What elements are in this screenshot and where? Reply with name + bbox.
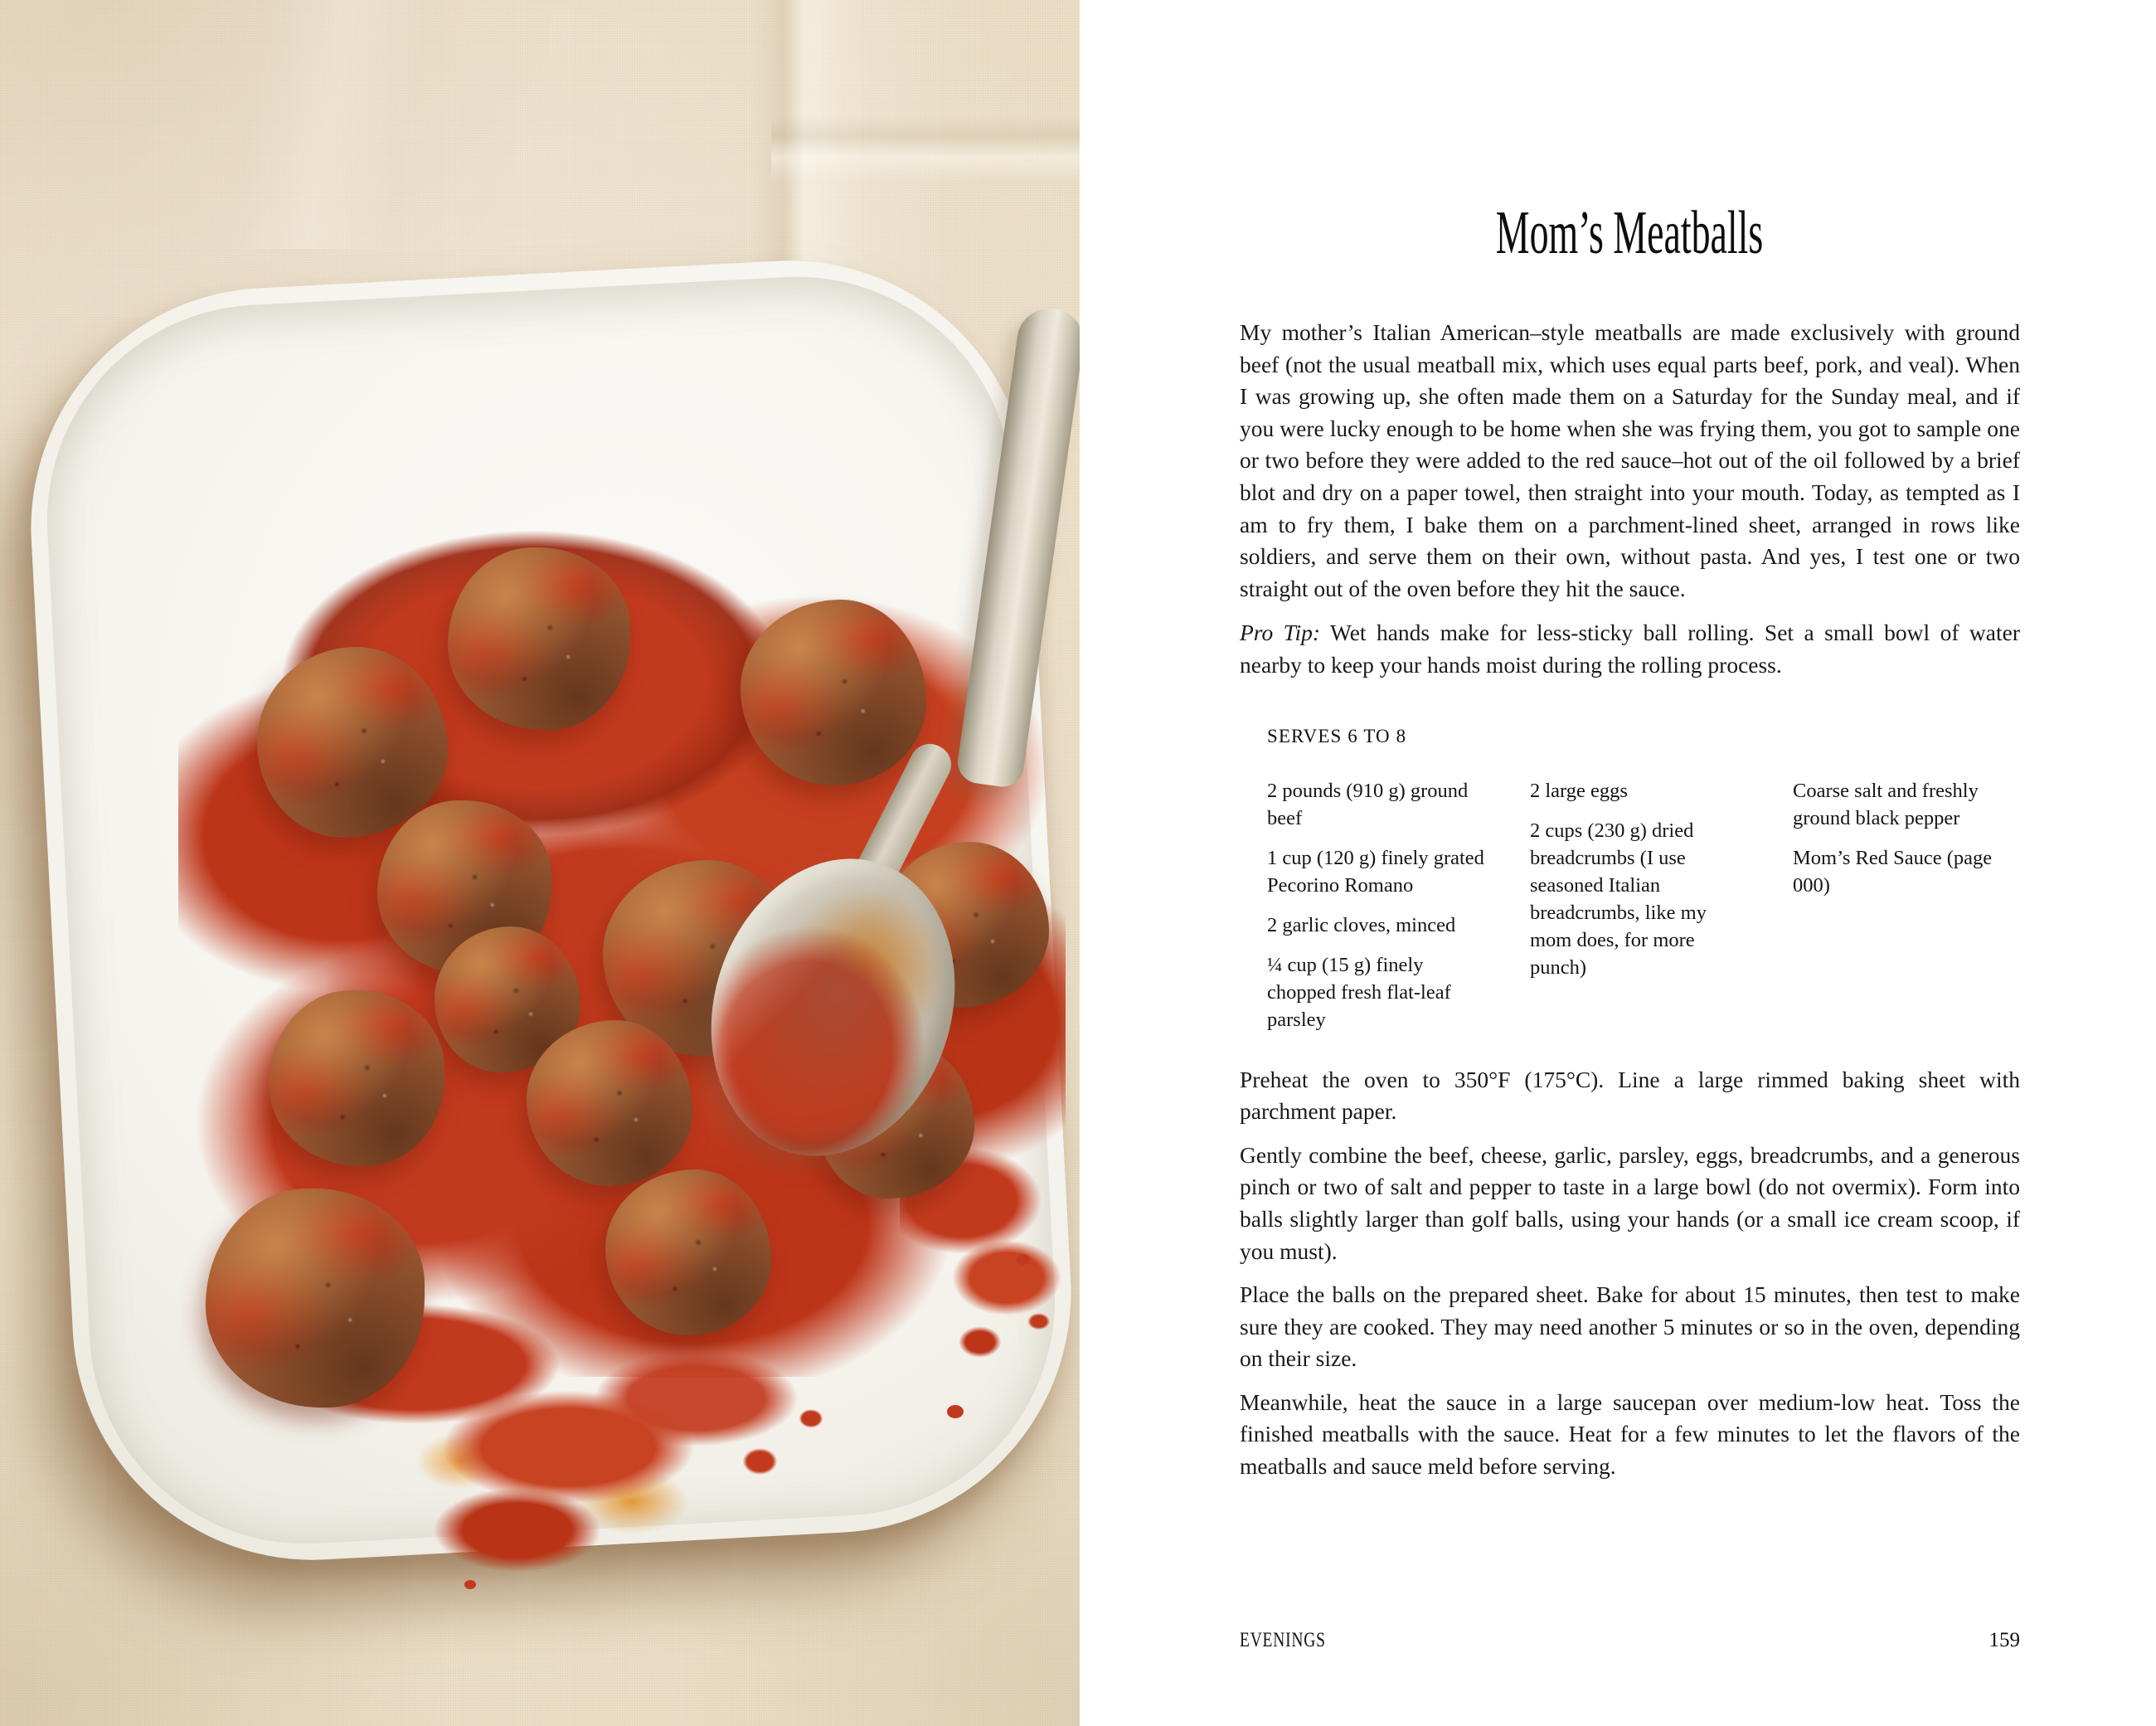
- recipe-title: [1240, 199, 2020, 267]
- ingredients-column-2: [1530, 777, 1754, 1046]
- tablecloth-crease-horizontal: [771, 116, 1080, 182]
- meatball: [269, 990, 444, 1166]
- meatball: [257, 647, 448, 838]
- ingredient: 2 large eggs: [1530, 779, 1628, 802]
- sauce-droplet: [947, 1405, 964, 1418]
- ingredients-list: [1267, 777, 2020, 1046]
- recipe-page: [1080, 0, 2156, 1726]
- instruction-step: Preheat the oven to 350°F (175°C). Line a large rimmed baking sheet with parchment paper.: [1240, 1066, 2020, 1125]
- meatball: [206, 1189, 425, 1408]
- ingredient: ¼ cup (15 g) finely chopped fresh flat-leaf parsley: [1267, 953, 1451, 1031]
- instruction-step: Gently combine the beef, cheese, garlic, parsley, eggs, breadcrumbs, and a generous pinch or two of salt and pepper to taste in a large bowl (do not overmix). Form into balls slightly larger than golf balls, using your hands (or a small ice cream scoop, if you must).: [1240, 1141, 2020, 1264]
- meatball: [605, 1169, 771, 1335]
- recipe-intro: My mother’s Italian American–style meatballs are made exclusively with ground beef (not the usual meatball mix, which uses equal parts beef, pork, and veal). When I was growing up, she often made them on a Saturday for the Sunday meal, and if you were lucky enough to be home when she was frying them, you got to sample one or two before they were added to the red sauce–hot out of the oil followed by a brief blot and dry on a paper towel, then straight into your mouth. Today, as tempted as I am to fry them, I bake them on a parchment-lined sheet, arranged in rows like soldiers, and serve them on their own, without pasta. And yes, I test one or two straight out of the oven before they hit the sauce.: [1240, 319, 2020, 601]
- pro-tip-label: Pro Tip:: [1240, 620, 1320, 646]
- ingredients-column-3: [1793, 777, 2017, 1046]
- ingredient: Mom’s Red Sauce (page 000): [1793, 846, 1993, 897]
- serves-line: SERVES 6 TO 8: [1267, 725, 1407, 746]
- meatball: [527, 1020, 692, 1186]
- ingredient: 2 cups (230 g) dried breadcrumbs (I use seasoned Italian breadcrumbs, like my mom does, for more punch): [1530, 819, 1707, 979]
- sauce-droplet: [992, 1201, 1013, 1218]
- pro-tip: [1240, 617, 2020, 681]
- running-footer-section: EVENINGS: [1240, 1629, 1326, 1651]
- ingredient: 2 garlic cloves, minced: [1267, 913, 1456, 936]
- ingredients-column-1: [1267, 777, 1491, 1046]
- ingredient: 2 pounds (910 g) ground beef: [1267, 779, 1469, 829]
- tablecloth-crease-diagonal: [0, 0, 630, 249]
- sauce-droplet: [464, 1580, 476, 1589]
- ingredient: 1 cup (120 g) finely grated Pecorino Romano: [1267, 846, 1484, 897]
- ingredient: Coarse salt and freshly ground black pepper: [1793, 779, 1979, 829]
- meatball: [741, 600, 926, 785]
- sauce-droplet: [1017, 1254, 1030, 1265]
- instruction-step: Meanwhile, heat the sauce in a large saucepan over medium-low heat. Toss the finished meatballs with the sauce. Heat for a few minutes to let the flavors of the meatballs and sauce meld before serving.: [1240, 1388, 2020, 1480]
- instruction-step: Place the balls on the prepared sheet. Bake for about 15 minutes, then test to make sure they are cooked. They may need another 5 minutes or so in the oven, depending on their size.: [1240, 1281, 2020, 1372]
- instructions: [1240, 1064, 2020, 1483]
- text-column: [1240, 317, 2020, 1483]
- page-footer: [1240, 1629, 2020, 1652]
- meatball: [448, 547, 630, 730]
- page-number: 159: [1988, 1629, 2020, 1651]
- recipe-title-text: Mom’s Meatballs: [1496, 199, 1764, 267]
- pro-tip-text: Wet hands make for less-sticky ball rolling. Set a small bowl of water nearby to keep your hands moist during the rolling process.: [1240, 620, 2020, 678]
